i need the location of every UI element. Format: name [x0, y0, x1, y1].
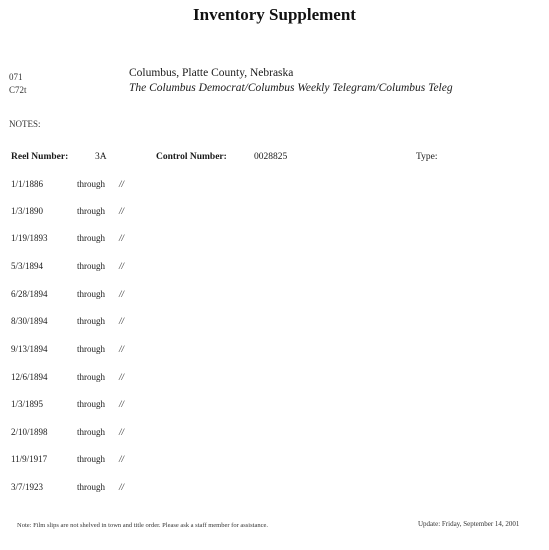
entry-through: through	[77, 399, 105, 409]
entry-through: through	[77, 454, 105, 464]
entry-end-date: //	[119, 482, 125, 492]
entry-through: through	[77, 482, 105, 492]
page-title: Inventory Supplement	[193, 5, 356, 24]
update-date: Update: Friday, September 14, 2001	[418, 520, 520, 528]
entry-end-date: //	[119, 399, 125, 409]
list-item	[11, 233, 124, 247]
notes-label: NOTES:	[9, 119, 41, 129]
list-item	[11, 372, 124, 386]
list-item	[11, 454, 124, 468]
entry-start-date: 1/19/1893	[11, 233, 48, 243]
entry-through: through	[77, 316, 105, 326]
call-number-line-1: 071	[9, 72, 23, 82]
list-item	[11, 261, 124, 275]
entry-end-date: //	[119, 179, 125, 189]
entry-through: through	[77, 261, 105, 271]
entry-end-date: //	[119, 261, 125, 271]
entry-end-date: //	[119, 233, 125, 243]
list-item	[11, 427, 124, 441]
entry-start-date: 6/28/1894	[11, 289, 48, 299]
list-item	[11, 289, 124, 303]
location-line: Columbus, Platte County, Nebraska	[129, 67, 294, 79]
entry-end-date: //	[119, 289, 125, 299]
entry-start-date: 9/13/1894	[11, 344, 48, 354]
entry-end-date: //	[119, 427, 125, 437]
list-item	[11, 179, 124, 193]
entry-start-date: 1/3/1895	[11, 399, 44, 409]
entry-through: through	[77, 372, 105, 382]
list-item	[11, 482, 124, 496]
call-number-line-2: C72t	[9, 85, 27, 95]
entry-start-date: 1/3/1890	[11, 206, 44, 216]
control-number-label-text: Control Number:	[156, 152, 227, 162]
type-label: Type:	[416, 152, 438, 162]
entry-through: through	[77, 206, 105, 216]
reel-number-value: 3A	[95, 152, 107, 162]
entry-through: through	[77, 179, 105, 189]
entry-end-date: //	[119, 372, 125, 382]
entry-start-date: 2/10/1898	[11, 427, 48, 437]
entry-through: through	[77, 289, 105, 299]
entry-end-date: //	[119, 344, 125, 354]
list-item	[11, 206, 124, 220]
entry-start-date: 8/30/1894	[11, 316, 48, 326]
entry-through: through	[77, 427, 105, 437]
list-item	[11, 344, 124, 358]
entry-start-date: 3/7/1923	[11, 482, 44, 492]
entry-start-date: 12/6/1894	[11, 372, 48, 382]
control-number-value: 0028825	[254, 152, 288, 162]
entry-through: through	[77, 233, 105, 243]
footer-note: Note: Film slips are not shelved in town and title order. Please ask a staff member for assistance.	[17, 522, 268, 529]
control-number-label	[156, 152, 227, 162]
reel-number-label	[11, 152, 68, 162]
entry-end-date: //	[119, 316, 125, 326]
list-item	[11, 316, 124, 330]
entry-start-date: 11/9/1917	[11, 454, 48, 464]
list-item	[11, 399, 124, 413]
reel-number-label-text: Reel Number:	[11, 152, 69, 162]
entry-start-date: 1/1/1886	[11, 179, 44, 189]
entry-end-date: //	[119, 454, 125, 464]
newspaper-title: The Columbus Democrat/Columbus Weekly Telegram/Columbus Teleg	[129, 82, 453, 94]
entry-through: through	[77, 344, 105, 354]
entry-end-date: //	[119, 206, 125, 216]
entry-start-date: 5/3/1894	[11, 261, 44, 271]
